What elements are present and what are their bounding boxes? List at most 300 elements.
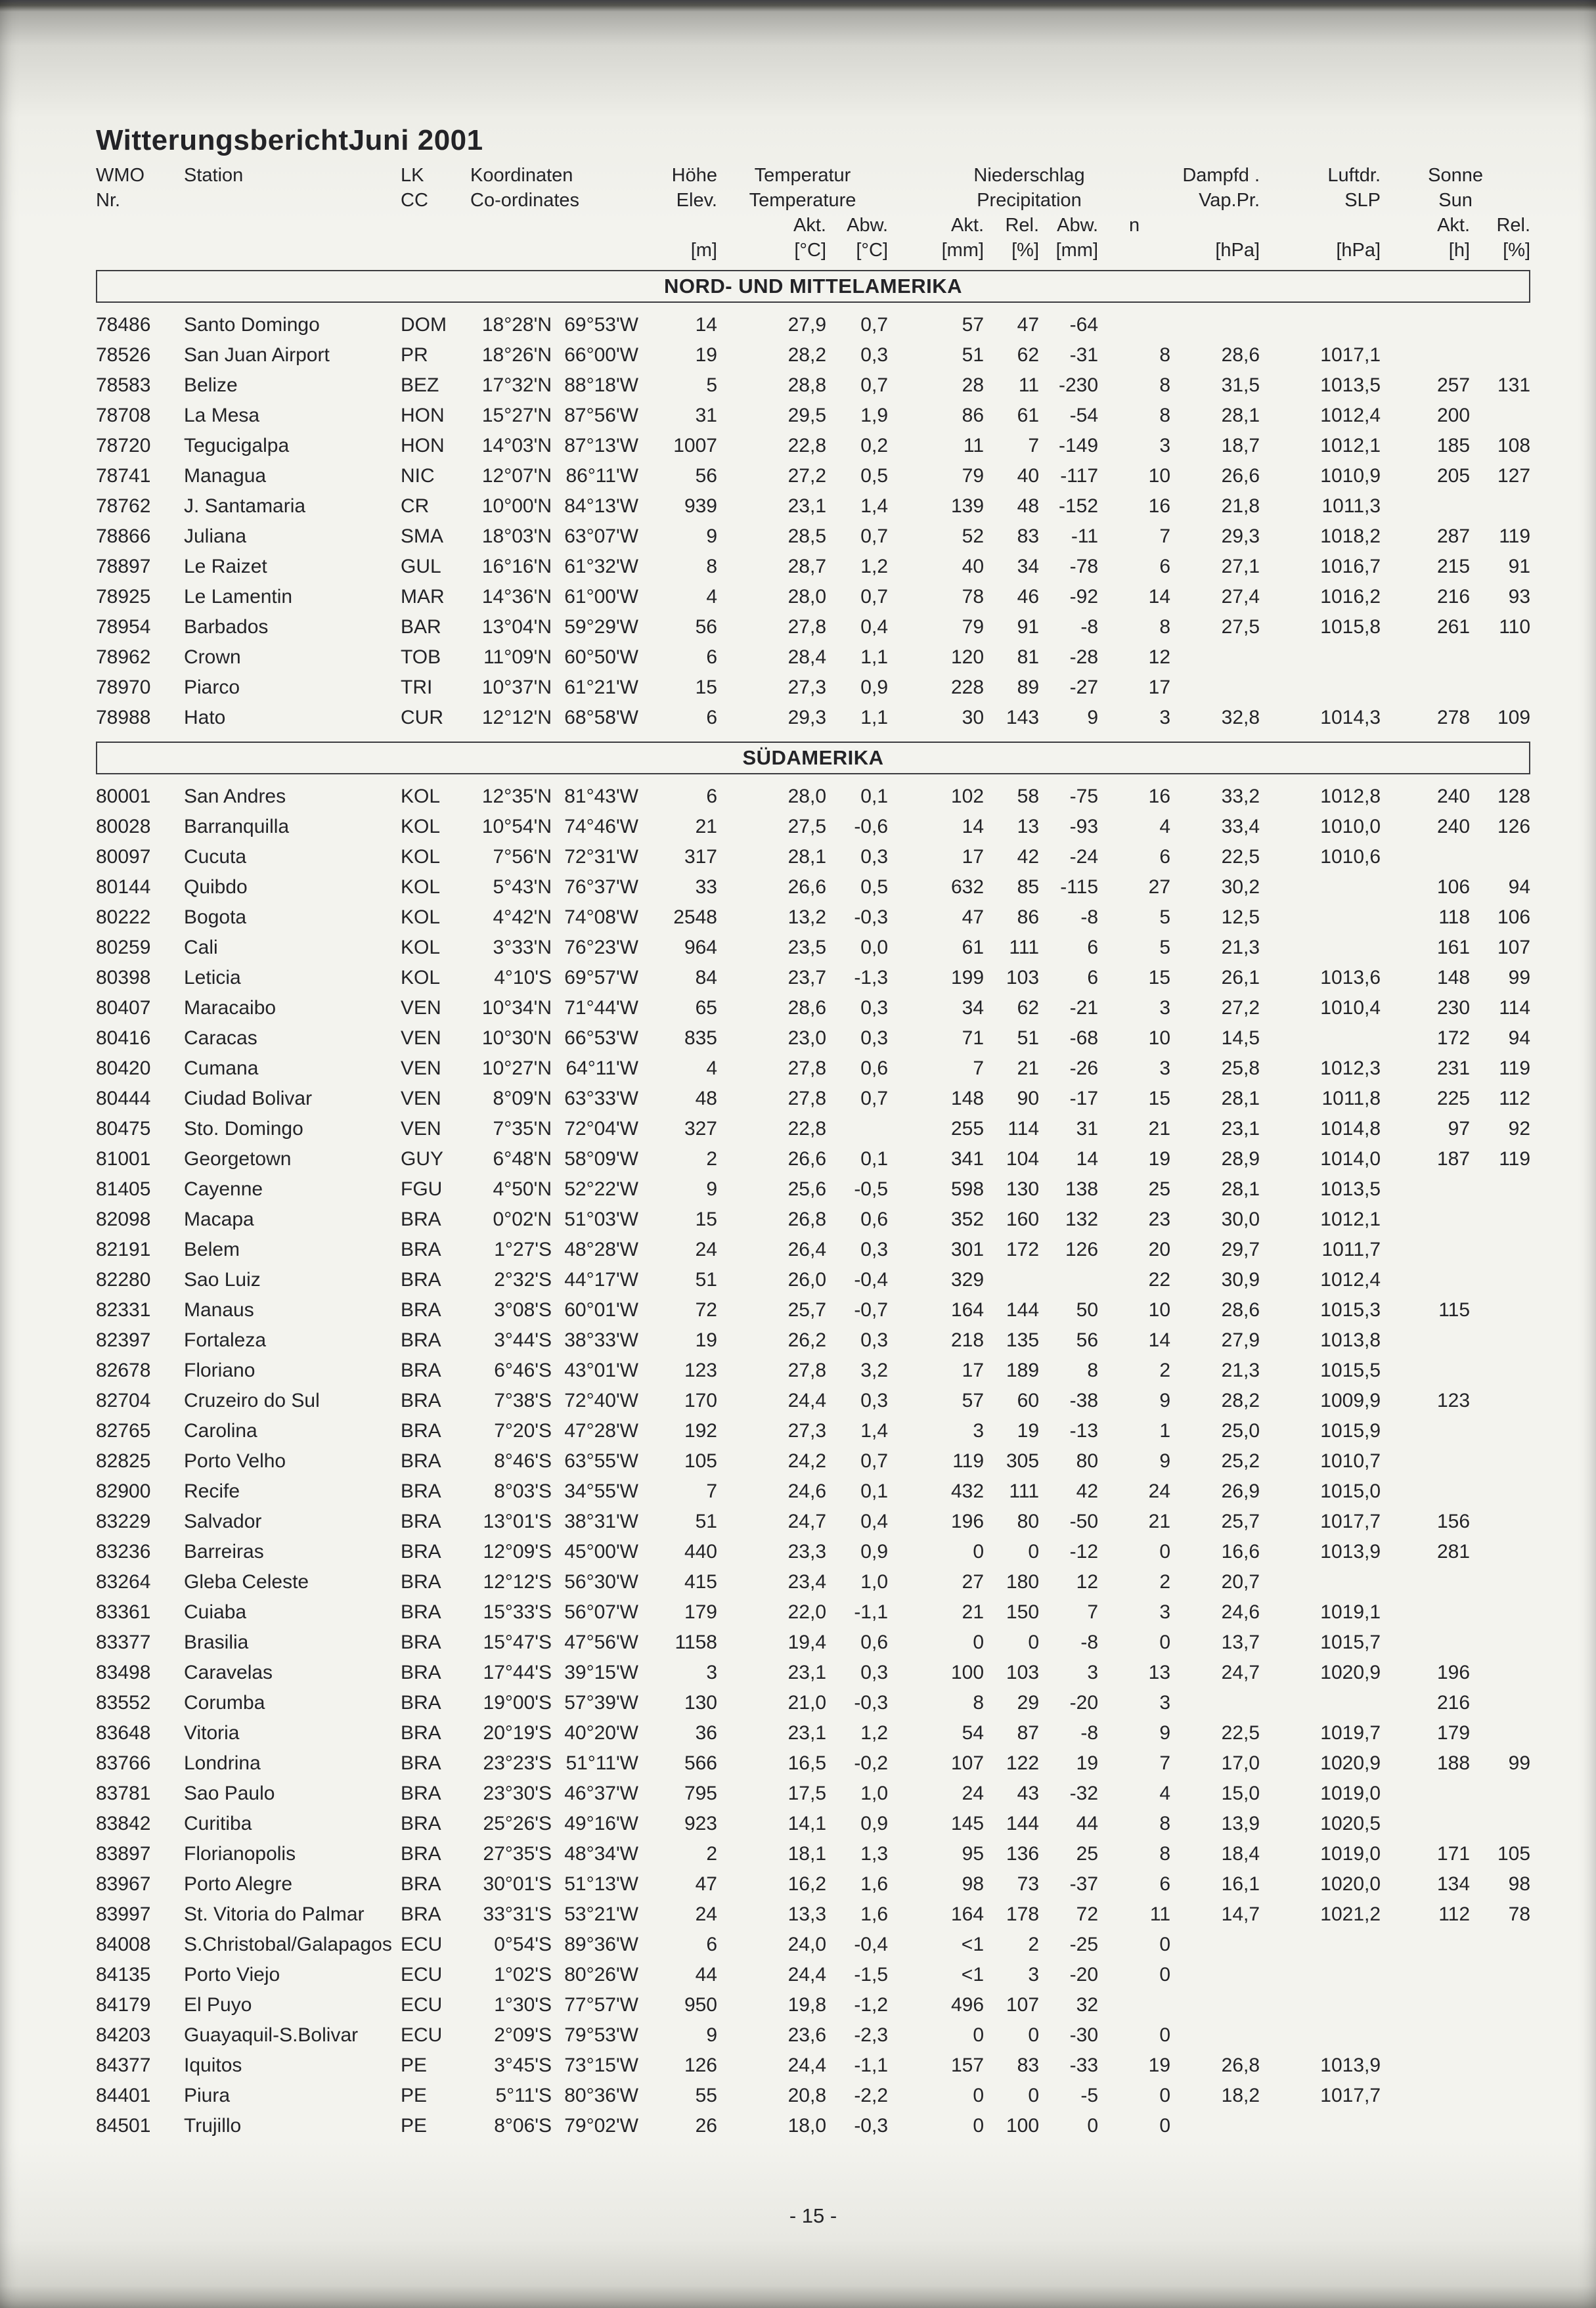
- cell-longitude: 57°39'W: [564, 1692, 638, 1714]
- cell-lk_cc: MAR: [401, 586, 445, 608]
- cell-sun_rel: 106: [1497, 906, 1531, 929]
- cell-station: Caravelas: [184, 1662, 273, 1684]
- cell-n: 13: [1148, 1662, 1171, 1684]
- table-row: [96, 1325, 1530, 1356]
- cell-precip_rel: 136: [1006, 1843, 1040, 1865]
- cell-temp_abw: -1,5: [854, 1964, 889, 1986]
- cell-lk_cc: BRA: [401, 1601, 441, 1624]
- cell-precip_akt: 228: [950, 677, 985, 699]
- cell-lk_cc: PE: [401, 2115, 428, 2137]
- cell-longitude: 38°33'W: [564, 1329, 638, 1352]
- cell-latitude: 10°34'N: [481, 997, 552, 1019]
- cell-slp: [1260, 1023, 1381, 1054]
- cell-temp_akt: 27,8: [787, 1088, 826, 1110]
- cell-station: Crown: [184, 646, 241, 669]
- cell-latitude: 1°30'S: [494, 1994, 552, 2016]
- cell-temp_abw: 0,3: [860, 1239, 889, 1261]
- cell-wmo_nr: 78962: [96, 646, 151, 669]
- cell-temp_akt: 28,4: [787, 646, 826, 669]
- cell-precip_abw: 42: [1076, 1480, 1099, 1503]
- cell-sun_rel: [1470, 1476, 1530, 1507]
- cell-temp_abw: 0,3: [860, 1390, 889, 1412]
- cell-elevation: 126: [684, 2054, 717, 2077]
- cell-elevation: 84: [695, 967, 717, 989]
- cell-vap_pr: 28,1: [1221, 1088, 1260, 1110]
- cell-elevation: 31: [695, 405, 717, 427]
- cell-longitude: 79°02'W: [564, 2115, 638, 2137]
- cell-temp_akt: 28,7: [787, 556, 826, 578]
- cell-slp: 1020,9: [1320, 1662, 1381, 1684]
- cell-precip_rel: 90: [1017, 1088, 1040, 1110]
- cell-n: 17: [1148, 677, 1171, 699]
- cell-wmo_nr: 80259: [96, 937, 151, 959]
- cell-elevation: 19: [695, 344, 717, 366]
- table-row: [96, 782, 1530, 812]
- subheader-precip-akt: Akt.: [951, 215, 985, 236]
- cell-precip_akt: 157: [950, 2054, 985, 2077]
- cell-sun_rel: [1470, 1688, 1530, 1718]
- cell-precip_akt: 107: [950, 1752, 985, 1775]
- cell-latitude: 14°03'N: [481, 435, 552, 457]
- cell-station: Quibdo: [184, 876, 248, 899]
- cell-sun_akt: [1381, 1990, 1470, 2020]
- cell-wmo_nr: 82678: [96, 1360, 151, 1382]
- cell-temp_akt: 28,0: [787, 586, 826, 608]
- cell-precip_rel: 172: [1006, 1239, 1040, 1261]
- cell-wmo_nr: 80144: [96, 876, 151, 899]
- cell-n: 10: [1148, 465, 1171, 487]
- cell-latitude: 13°01'S: [483, 1511, 552, 1533]
- cell-n: 1: [1159, 1420, 1171, 1442]
- cell-lk_cc: KOL: [401, 967, 441, 989]
- cell-vap_pr: 25,8: [1221, 1057, 1260, 1080]
- cell-temp_akt: 17,5: [787, 1783, 826, 1805]
- table-row: [96, 673, 1530, 703]
- cell-lk_cc: VEN: [401, 1027, 441, 1050]
- cell-vap_pr: 27,9: [1221, 1329, 1260, 1352]
- cell-slp: 1018,2: [1320, 525, 1381, 548]
- cell-elevation: 105: [684, 1450, 717, 1473]
- cell-sun_akt: 172: [1436, 1027, 1471, 1050]
- cell-n: 9: [1159, 1390, 1171, 1412]
- cell-sun_akt: [1381, 1205, 1470, 1235]
- cell-temp_akt: 23,1: [787, 1662, 826, 1684]
- col-header-cc: CC: [401, 190, 428, 211]
- cell-latitude: 1°27'S: [494, 1239, 552, 1261]
- cell-longitude: 34°55'W: [564, 1480, 638, 1503]
- cell-station: Manaus: [184, 1299, 254, 1321]
- cell-sun_akt: 225: [1436, 1088, 1471, 1110]
- cell-precip_rel: 61: [1017, 405, 1040, 427]
- cell-sun_rel: [1470, 1295, 1530, 1325]
- cell-wmo_nr: 84377: [96, 2054, 151, 2077]
- cell-precip_akt: 598: [950, 1178, 985, 1201]
- cell-wmo_nr: 83648: [96, 1722, 151, 1744]
- cell-slp: [1260, 1688, 1381, 1718]
- table-row: [96, 522, 1530, 552]
- cell-temp_akt: 14,1: [787, 1813, 826, 1835]
- table-row: [96, 612, 1530, 642]
- cell-wmo_nr: 80407: [96, 997, 151, 1019]
- cell-wmo_nr: 82191: [96, 1239, 151, 1261]
- cell-elevation: 1007: [673, 435, 717, 457]
- cell-slp: 1013,9: [1320, 1541, 1381, 1563]
- cell-n: 8: [1159, 1843, 1171, 1865]
- cell-temp_akt: 26,8: [787, 1209, 826, 1231]
- table-row: [96, 1386, 1530, 1416]
- cell-elevation: 51: [695, 1511, 717, 1533]
- cell-elevation: 923: [684, 1813, 717, 1835]
- cell-temp_abw: 1,1: [860, 646, 889, 669]
- table-row: [96, 1205, 1530, 1235]
- cell-precip_akt: 95: [962, 1843, 985, 1865]
- cell-vap_pr: 22,5: [1221, 1722, 1260, 1744]
- table-row: [96, 1869, 1530, 1899]
- cell-slp: [1260, 310, 1381, 340]
- cell-elevation: 6: [706, 786, 717, 808]
- cell-latitude: 3°44'S: [494, 1329, 552, 1352]
- cell-sun_rel: 99: [1508, 1752, 1531, 1775]
- cell-precip_rel: 2: [1028, 1934, 1040, 1956]
- cell-lk_cc: BRA: [401, 1903, 441, 1926]
- cell-station: Piarco: [184, 677, 240, 699]
- cell-slp: 1014,0: [1320, 1148, 1381, 1170]
- cell-precip_akt: 57: [962, 1390, 985, 1412]
- cell-vap_pr: 27,1: [1221, 556, 1260, 578]
- cell-latitude: 8°06'S: [494, 2115, 552, 2137]
- cell-latitude: 19°00'S: [483, 1692, 552, 1714]
- cell-latitude: 4°42'N: [493, 906, 552, 929]
- cell-precip_akt: 120: [950, 646, 985, 669]
- cell-slp: 1015,7: [1320, 1631, 1381, 1654]
- cell-precip_akt: 17: [962, 1360, 985, 1382]
- cell-precip_rel: 83: [1017, 2054, 1040, 2077]
- cell-vap_pr: 26,9: [1221, 1480, 1260, 1503]
- cell-lk_cc: GUL: [401, 556, 441, 578]
- cell-temp_abw: 0,0: [860, 937, 889, 959]
- cell-slp: 1012,3: [1320, 1057, 1381, 1080]
- cell-elevation: 6: [706, 646, 717, 669]
- cell-sun_akt: [1381, 1174, 1470, 1205]
- cell-precip_rel: 46: [1017, 586, 1040, 608]
- cell-longitude: 80°26'W: [564, 1964, 638, 1986]
- cell-sun_akt: 287: [1436, 525, 1471, 548]
- cell-precip_abw: -25: [1069, 1934, 1099, 1956]
- cell-n: 8: [1159, 1813, 1171, 1835]
- cell-n: 10: [1148, 1027, 1171, 1050]
- cell-precip_abw: [1039, 1265, 1098, 1295]
- cell-longitude: 46°37'W: [564, 1783, 638, 1805]
- cell-vap_pr: 25,2: [1221, 1450, 1260, 1473]
- cell-wmo_nr: 80222: [96, 906, 151, 929]
- cell-temp_akt: 22,8: [787, 435, 826, 457]
- cell-temp_abw: 0,2: [860, 435, 889, 457]
- cell-temp_akt: 28,5: [787, 525, 826, 548]
- cell-temp_akt: 19,8: [787, 1994, 826, 2016]
- cell-temp_abw: 0,3: [860, 846, 889, 868]
- cell-sun_rel: 92: [1508, 1118, 1531, 1140]
- cell-precip_rel: 40: [1017, 465, 1040, 487]
- cell-temp_abw: -0,7: [854, 1299, 889, 1321]
- cell-sun_akt: 123: [1436, 1390, 1471, 1412]
- cell-lk_cc: BRA: [401, 1783, 441, 1805]
- cell-lk_cc: DOM: [401, 314, 447, 336]
- cell-n: 23: [1148, 1209, 1171, 1231]
- subheader-precip-n: n: [1128, 215, 1140, 236]
- cell-vap_pr: 23,1: [1221, 1118, 1260, 1140]
- cell-longitude: 74°46'W: [564, 816, 638, 838]
- cell-station: Macapa: [184, 1209, 254, 1231]
- cell-latitude: 0°02'N: [493, 1209, 552, 1231]
- cell-vap_pr: [1170, 2111, 1260, 2141]
- cell-vap_pr: 28,1: [1221, 1178, 1260, 1201]
- cell-precip_rel: 86: [1017, 906, 1040, 929]
- cell-longitude: 87°13'W: [564, 435, 638, 457]
- cell-temp_abw: -2,3: [854, 2024, 889, 2047]
- table-row: [96, 1748, 1530, 1779]
- cell-longitude: 43°01'W: [564, 1360, 638, 1382]
- cell-vap_pr: [1170, 1688, 1260, 1718]
- cell-lk_cc: BRA: [401, 1239, 441, 1261]
- cell-wmo_nr: 80097: [96, 846, 151, 868]
- cell-slp: 1019,0: [1320, 1843, 1381, 1865]
- cell-elevation: 179: [684, 1601, 717, 1624]
- cell-longitude: 39°15'W: [564, 1662, 638, 1684]
- cell-precip_akt: 71: [962, 1027, 985, 1050]
- cell-sun_rel: 78: [1508, 1903, 1531, 1926]
- cell-precip_akt: 79: [962, 465, 985, 487]
- cell-lk_cc: BRA: [401, 1329, 441, 1352]
- table-row: [96, 370, 1530, 401]
- cell-precip_akt: <1: [961, 1934, 985, 1956]
- cell-temp_abw: 0,3: [860, 997, 889, 1019]
- cell-vap_pr: 27,2: [1221, 997, 1260, 1019]
- cell-sun_rel: [1470, 2111, 1530, 2141]
- cell-temp_akt: 26,6: [787, 1148, 826, 1170]
- col-header-sun: Sun: [1438, 190, 1473, 211]
- cell-n: 3: [1159, 435, 1171, 457]
- table-row: [96, 2051, 1530, 2081]
- cell-precip_rel: 103: [1006, 967, 1040, 989]
- table-row: [96, 1144, 1530, 1174]
- cell-elevation: 14: [695, 314, 717, 336]
- cell-temp_abw: 1,0: [860, 1783, 889, 1805]
- cell-temp_akt: 25,6: [787, 1178, 826, 1201]
- cell-longitude: 59°29'W: [564, 616, 638, 638]
- cell-wmo_nr: 82331: [96, 1299, 151, 1321]
- cell-n: 8: [1159, 405, 1171, 427]
- cell-sun_akt: [1381, 2051, 1470, 2081]
- cell-precip_abw: -20: [1069, 1692, 1099, 1714]
- cell-precip_rel: 111: [1009, 1480, 1040, 1503]
- table-row: [96, 812, 1530, 842]
- cell-precip_rel: 11: [1018, 374, 1040, 397]
- cell-station: Guayaquil-S.Bolivar: [184, 2024, 359, 2047]
- cell-sun_akt: 185: [1436, 435, 1471, 457]
- cell-n: 14: [1148, 1329, 1171, 1352]
- table-row: [96, 310, 1530, 340]
- cell-precip_akt: 102: [950, 786, 985, 808]
- cell-slp: 1010,9: [1320, 465, 1381, 487]
- cell-precip_abw: -12: [1069, 1541, 1099, 1563]
- cell-latitude: 18°26'N: [481, 344, 552, 366]
- cell-sun_akt: 187: [1436, 1148, 1471, 1170]
- cell-sun_akt: 179: [1436, 1722, 1471, 1744]
- cell-temp_akt: 28,8: [787, 374, 826, 397]
- cell-precip_akt: 301: [950, 1239, 985, 1261]
- cell-elevation: 51: [695, 1269, 717, 1291]
- cell-wmo_nr: 78954: [96, 616, 151, 638]
- cell-vap_pr: 27,4: [1221, 586, 1260, 608]
- cell-vap_pr: 14,7: [1221, 1903, 1260, 1926]
- cell-precip_rel: 89: [1017, 677, 1040, 699]
- cell-temp_akt: 19,4: [787, 1631, 826, 1654]
- col-header-lk: LK: [401, 165, 424, 187]
- cell-wmo_nr: 82397: [96, 1329, 151, 1352]
- cell-longitude: 63°33'W: [564, 1088, 638, 1110]
- cell-elevation: 26: [695, 2115, 717, 2137]
- cell-latitude: 27°35'S: [483, 1843, 552, 1865]
- cell-longitude: 71°44'W: [564, 997, 638, 1019]
- cell-wmo_nr: 84008: [96, 1934, 151, 1956]
- cell-precip_akt: <1: [961, 1964, 985, 1986]
- cell-longitude: 48°34'W: [564, 1843, 638, 1865]
- cell-latitude: 7°20'S: [494, 1420, 552, 1442]
- cell-vap_pr: 21,3: [1221, 937, 1260, 959]
- cell-longitude: 88°18'W: [564, 374, 638, 397]
- cell-sun_akt: [1381, 1476, 1470, 1507]
- cell-station: S.Christobal/Galapagos: [184, 1934, 392, 1956]
- col-header-temperature: Temperature: [749, 190, 856, 211]
- cell-temp_abw: 3,2: [860, 1360, 889, 1382]
- cell-station: J. Santamaria: [184, 495, 306, 518]
- cell-sun_rel: [1470, 1537, 1530, 1567]
- cell-longitude: 64°11'W: [565, 1057, 638, 1080]
- cell-precip_abw: -78: [1069, 556, 1099, 578]
- cell-longitude: 61°21'W: [564, 677, 638, 699]
- cell-precip_akt: 0: [973, 2115, 985, 2137]
- section-row: [96, 733, 1530, 782]
- cell-elevation: 9: [706, 1178, 717, 1201]
- cell-sun_rel: [1470, 642, 1530, 673]
- cell-precip_abw: 6: [1087, 967, 1099, 989]
- cell-precip_akt: 199: [950, 967, 985, 989]
- cell-longitude: 51°03'W: [564, 1209, 638, 1231]
- cell-vap_pr: 18,4: [1221, 1843, 1260, 1865]
- cell-temp_abw: -2,2: [854, 2085, 889, 2107]
- table-row: [96, 1809, 1530, 1839]
- table-row: [96, 1476, 1530, 1507]
- cell-slp: [1260, 1990, 1381, 2020]
- cell-wmo_nr: 83229: [96, 1511, 151, 1533]
- cell-latitude: 5°11'S: [495, 2085, 552, 2107]
- cell-latitude: 3°45'S: [494, 2054, 552, 2077]
- cell-precip_rel: 180: [1006, 1571, 1040, 1593]
- cell-station: Porto Alegre: [184, 1873, 293, 1896]
- cell-precip_abw: 7: [1087, 1601, 1099, 1624]
- cell-precip_abw: -38: [1069, 1390, 1099, 1412]
- report-header: [96, 125, 1530, 156]
- cell-temp_abw: 0,9: [860, 677, 889, 699]
- cell-precip_abw: -17: [1069, 1088, 1099, 1110]
- cell-temp_akt: 26,2: [787, 1329, 826, 1352]
- cell-vap_pr: 13,7: [1221, 1631, 1260, 1654]
- cell-sun_rel: 108: [1497, 435, 1531, 457]
- cell-longitude: 76°23'W: [564, 937, 638, 959]
- cell-latitude: 25°26'S: [483, 1813, 552, 1835]
- table-row: [96, 1628, 1530, 1658]
- cell-sun_akt: [1381, 2020, 1470, 2051]
- cell-n: 0: [1159, 1631, 1171, 1654]
- cell-sun_rel: 126: [1497, 816, 1531, 838]
- cell-precip_rel: 3: [1028, 1964, 1040, 1986]
- cell-temp_abw: -1,1: [854, 2054, 889, 2077]
- cell-latitude: 10°30'N: [481, 1027, 552, 1050]
- cell-precip_rel: 19: [1017, 1420, 1040, 1442]
- cell-station: Curitiba: [184, 1813, 252, 1835]
- cell-sun_rel: [1470, 1507, 1530, 1537]
- cell-precip_abw: -152: [1058, 495, 1099, 518]
- cell-station: San Juan Airport: [184, 344, 330, 366]
- unit-temp-akt: [°C]: [794, 240, 826, 261]
- cell-sun_rel: 131: [1497, 374, 1531, 397]
- cell-sun_rel: [1470, 1325, 1530, 1356]
- cell-wmo_nr: 78925: [96, 586, 151, 608]
- cell-sun_akt: [1381, 1446, 1470, 1476]
- cell-vap_pr: 21,3: [1221, 1360, 1260, 1382]
- cell-latitude: 30°01'S: [483, 1873, 552, 1896]
- cell-precip_abw: 14: [1076, 1148, 1099, 1170]
- cell-n: 12: [1148, 646, 1171, 669]
- cell-lk_cc: BRA: [401, 1873, 441, 1896]
- cell-longitude: 80°36'W: [564, 2085, 638, 2107]
- cell-temp_akt: 24,7: [787, 1511, 826, 1533]
- cell-station: Brasilia: [184, 1631, 249, 1654]
- cell-elevation: 4: [706, 1057, 717, 1080]
- cell-n: 7: [1159, 1752, 1171, 1775]
- cell-precip_rel: 0: [1028, 2085, 1040, 2107]
- cell-station: San Andres: [184, 786, 286, 808]
- cell-lk_cc: CR: [401, 495, 430, 518]
- cell-lk_cc: PE: [401, 2054, 428, 2077]
- cell-lk_cc: BRA: [401, 1722, 441, 1744]
- cell-temp_abw: -0,4: [854, 1934, 889, 1956]
- cell-temp_akt: 23,3: [787, 1541, 826, 1563]
- cell-longitude: 72°40'W: [564, 1390, 638, 1412]
- cell-precip_akt: 119: [952, 1450, 985, 1473]
- cell-temp_abw: 1,4: [860, 495, 889, 518]
- cell-station: Belem: [184, 1239, 240, 1261]
- cell-precip_akt: 27: [962, 1571, 985, 1593]
- cell-elevation: 44: [695, 1964, 717, 1986]
- cell-wmo_nr: 83361: [96, 1601, 151, 1624]
- table-row: [96, 872, 1530, 902]
- col-header-slp: SLP: [1344, 190, 1381, 211]
- cell-sun_rel: 128: [1497, 786, 1531, 808]
- cell-precip_abw: 72: [1076, 1903, 1099, 1926]
- cell-n: 5: [1159, 906, 1171, 929]
- cell-latitude: 12°07'N: [481, 465, 552, 487]
- cell-elevation: 440: [684, 1541, 717, 1563]
- cell-precip_abw: 138: [1065, 1178, 1099, 1201]
- cell-elevation: 21: [695, 816, 717, 838]
- cell-precip_akt: 17: [962, 846, 985, 868]
- cell-slp: 1010,7: [1320, 1450, 1381, 1473]
- cell-lk_cc: TRI: [401, 677, 433, 699]
- cell-vap_pr: 16,6: [1221, 1541, 1260, 1563]
- unit-temp-abw: [°C]: [856, 240, 889, 261]
- cell-temp_akt: 27,3: [787, 1420, 826, 1442]
